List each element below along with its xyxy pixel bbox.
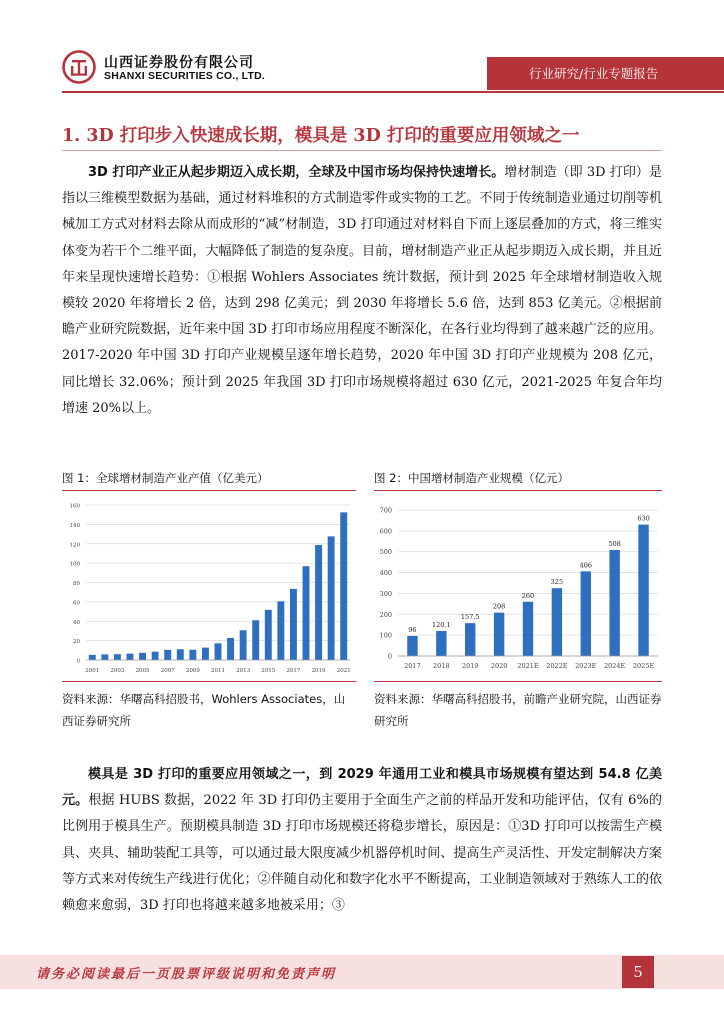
company-logo: [62, 50, 96, 84]
bar: [290, 589, 297, 660]
x-tick-label: 2003: [110, 668, 125, 674]
bar: [340, 512, 347, 660]
x-tick-label: 2018: [433, 662, 450, 670]
bar: [315, 545, 322, 660]
figure-2-source: 资料来源：华曙高科招股书，前瞻产业研究院，山西证券研究所: [374, 692, 662, 728]
bar: [240, 630, 247, 660]
x-tick-label: 2011: [211, 668, 225, 674]
bar: [436, 631, 446, 656]
page-number: 5: [622, 956, 654, 988]
data-label: 96: [408, 625, 417, 634]
chart-global-am-output: [62, 494, 356, 678]
bar: [523, 602, 533, 656]
y-tick-label: 200: [379, 610, 392, 619]
bar: [465, 623, 475, 656]
y-tick-label: 160: [69, 503, 80, 510]
bar: [552, 588, 562, 656]
section-divider: [62, 150, 662, 151]
bar: [152, 652, 159, 660]
bar: [215, 643, 222, 660]
bar: [265, 610, 272, 660]
bar: [581, 571, 591, 656]
bar: [494, 613, 504, 656]
paragraph-1-body: 增材制造（即 3D 打印）是指以三维模型数据为基础，通过材料堆积的方式制造零件或实物的工艺。不同于传统制造业通过切削等机械加工方式对材料去除从而成形的“减”材制造，3D 打印通过对材料自下而上逐层叠加的方式，将三维实体变为若干个二维平面，大幅降低了制造的复杂度。目前，增材制造产业正从起步期迈入成长期，并且近年来呈现快速增长趋势：①根据 Wohlers Associates 统计数据，预计到 2025 年全球增材制造收入规模较 2020 年将增长 2 倍，达到 298 亿美元；到 2030 年将增长 5.6 倍，达到 853 亿美元。②根据前瞻产业研究院数据，近年来中国 3D 打印市场应用程度不断深化，在各行业均得到了越来越广泛的应用。2017-2020 年中国 3D 打印产业规模呈逐年增长趋势，2020 年中国 3D 打印产业规模为 208 亿元，同比增长 32.06%；预计到 2025 年我国 3D 打印市场规模将超过 630 亿元，2021-2025 年复合年均增速 20%以上。: [62, 165, 662, 416]
figure-2-top-rule: [374, 490, 662, 491]
y-tick-label: 100: [69, 561, 80, 568]
figure-2-bottom-rule: [374, 681, 662, 682]
x-tick-label: 2020: [490, 662, 508, 670]
y-tick-label: 40: [73, 619, 80, 626]
data-label: 508: [608, 540, 621, 549]
y-tick-label: 140: [69, 522, 80, 529]
report-category-tag: 行业研究/行业专题报告: [487, 57, 724, 90]
paragraph-2-lead: 模具是 3D 打印的重要应用领域之一，到 2029 年通用工业和模具市场规模有望达到 54.8 亿美元。: [62, 767, 662, 809]
x-tick-label: 2021: [336, 668, 351, 674]
data-label: 630: [637, 514, 650, 523]
header-divider: [62, 91, 724, 93]
x-tick-label: 2007: [160, 668, 175, 674]
figure-1-caption: 图 1：全球增材制造产业产值（亿美元）: [62, 471, 269, 485]
paragraph-2-body: 根据 HUBS 数据，2022 年 3D 打印仍主要用于全面生产之前的样品开发和功能评估，仅有 6%的比例用于模具生产。预期模具制造 3D 打印市场规模还将稳步增长，原因是：①3D 打印可以按需生产模具、夹具、辅助装配工具等，可以通过最大限度减少机器停机时间、提高生产灵活性、开发定制解决方案等方式来对传统生产线进行优化；②伴随自动化和数字化水平不断提高，工业制造领域对于熟练人工的依赖愈来愈弱，3D 打印也将越来越多地被采用；③: [62, 793, 662, 914]
bar: [277, 601, 284, 660]
data-label: 325: [550, 578, 564, 587]
x-tick-label: 2025E: [632, 662, 655, 670]
y-tick-label: 100: [379, 631, 392, 640]
figure-1-source: 资料来源：华曙高科招股书，Wohlers Associates，山西证券研究所: [62, 692, 346, 728]
data-label: 406: [579, 561, 592, 570]
x-tick-label: 2019: [311, 668, 326, 674]
bar: [189, 650, 196, 660]
x-tick-label: 2015: [261, 668, 276, 674]
x-tick-label: 2024E: [604, 662, 626, 670]
bar: [127, 654, 134, 660]
x-tick-label: 2017: [404, 662, 421, 670]
paragraph-1-lead: 3D 打印产业正从起步期迈入成长期，全球及中国市场均保持快速增长。: [88, 165, 505, 180]
footer-disclaimer: 请务必阅读最后一页股票评级说明和免责声明: [36, 967, 337, 982]
bar: [89, 655, 96, 660]
logo-icon: [62, 50, 96, 84]
bar: [328, 536, 335, 660]
y-tick-label: 60: [73, 600, 80, 607]
x-tick-label: 2019: [461, 662, 479, 670]
y-tick-label: 600: [379, 527, 392, 536]
paragraph-2: [62, 762, 662, 919]
x-tick-label: 2022E: [546, 662, 568, 670]
y-tick-label: 20: [73, 639, 80, 646]
y-tick-label: 700: [379, 506, 392, 515]
data-label: 208: [492, 602, 506, 611]
bar: [202, 648, 209, 660]
y-tick-label: 120: [69, 542, 80, 549]
bar: [303, 566, 310, 660]
x-tick-label: 2023E: [575, 662, 597, 670]
bar: [252, 620, 259, 660]
y-tick-label: 300: [379, 589, 392, 598]
bar: [164, 650, 171, 660]
company-name-cn: 山西证券股份有限公司: [104, 55, 254, 71]
x-tick-label: 2005: [135, 668, 150, 674]
bar: [227, 638, 234, 660]
bar: [407, 636, 417, 656]
y-tick-label: 400: [379, 569, 392, 578]
figure-2-caption: 图 2：中国增材制造产业规模（亿元）: [374, 471, 569, 485]
bar: [638, 525, 648, 656]
bar: [101, 654, 108, 660]
paragraph-1: [62, 160, 662, 422]
y-tick-label: 500: [379, 548, 392, 557]
figure-1-bottom-rule: [62, 681, 356, 682]
y-tick-label: 0: [387, 652, 392, 661]
x-tick-label: 2009: [185, 668, 200, 674]
x-tick-label: 2001: [85, 668, 100, 674]
bar: [177, 649, 184, 660]
company-name-en: SHANXI SECURITIES CO., LTD.: [104, 70, 265, 82]
figure-1-top-rule: [62, 490, 356, 491]
data-label: 120.1: [432, 620, 451, 629]
bar: [609, 550, 619, 656]
bar: [114, 654, 121, 660]
chart-china-am-scale: [374, 494, 662, 678]
data-label: 260: [521, 591, 535, 600]
x-tick-label: 2017: [286, 668, 301, 674]
x-tick-label: 2013: [236, 668, 251, 674]
data-label: 157.5: [460, 613, 480, 622]
x-tick-label: 2021E: [517, 662, 539, 670]
y-tick-label: 80: [73, 581, 80, 587]
bar: [139, 653, 146, 660]
section-title: 1. 3D 打印步入快速成长期，模具是 3D 打印的重要应用领域之一: [62, 126, 580, 146]
y-tick-label: 0: [76, 658, 80, 665]
